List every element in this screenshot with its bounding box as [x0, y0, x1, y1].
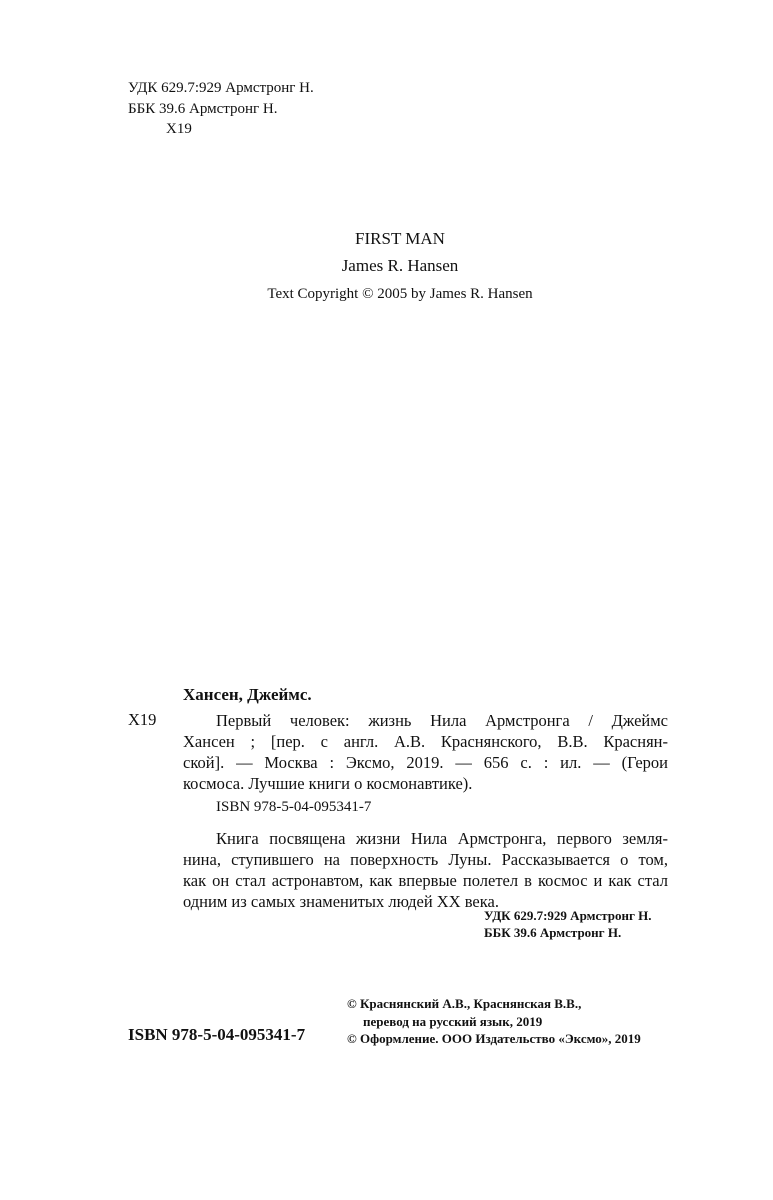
catalog-description-line-1: Первый человек: жизнь Нила Армстронга / Джеймс	[216, 711, 668, 730]
catalog-description-line-3: ской]. — Москва : Эксмо, 2019. — 656 с. : ил. — (Герои	[183, 753, 668, 772]
annotation-line-1: Книга посвящена жизни Нила Армстронга, первого земля-	[216, 829, 668, 848]
catalog-description-line-2: Хансен ; [пер. с англ. А.В. Краснянского, В.В. Краснян-	[183, 732, 668, 751]
catalog-isbn: ISBN 978-5-04-095341-7	[216, 799, 372, 815]
top-author-mark: Х19	[166, 121, 192, 137]
catalog-udk: УДК 629.7:929 Армстронг Н.	[484, 908, 652, 923]
catalog-bbk: ББК 39.6 Армстронг Н.	[484, 925, 622, 940]
catalog-author-mark: Х19	[128, 710, 157, 729]
footer-copyright-line-3: © Оформление. ООО Издательство «Эксмо», 2019	[347, 1031, 641, 1046]
catalog-author-heading: Хансен, Джеймс.	[183, 685, 312, 704]
footer-copyright-line-2: перевод на русский язык, 2019	[363, 1014, 543, 1029]
annotation-line-2: нина, ступившего на поверхность Луны. Рассказывается о том,	[183, 850, 668, 869]
original-copyright: Text Copyright © 2005 by James R. Hansen	[267, 286, 533, 302]
original-author: James R. Hansen	[341, 256, 459, 275]
catalog-description-line-4: космоса. Лучшие книги о космонавтике).	[183, 774, 473, 793]
annotation-line-4: одним из самых знаменитых людей XX века.	[183, 892, 499, 911]
original-title: FIRST MAN	[355, 229, 445, 248]
top-bbk: ББК 39.6 Армстронг Н.	[128, 101, 278, 117]
footer-isbn: ISBN 978-5-04-095341-7	[128, 1025, 306, 1044]
footer-copyright-line-1: © Краснянский А.В., Краснянская В.В.,	[347, 996, 582, 1011]
annotation-line-3: как он стал астронавтом, как впервые полетел в космос и как стал	[183, 871, 668, 890]
top-udk: УДК 629.7:929 Армстронг Н.	[128, 80, 314, 96]
